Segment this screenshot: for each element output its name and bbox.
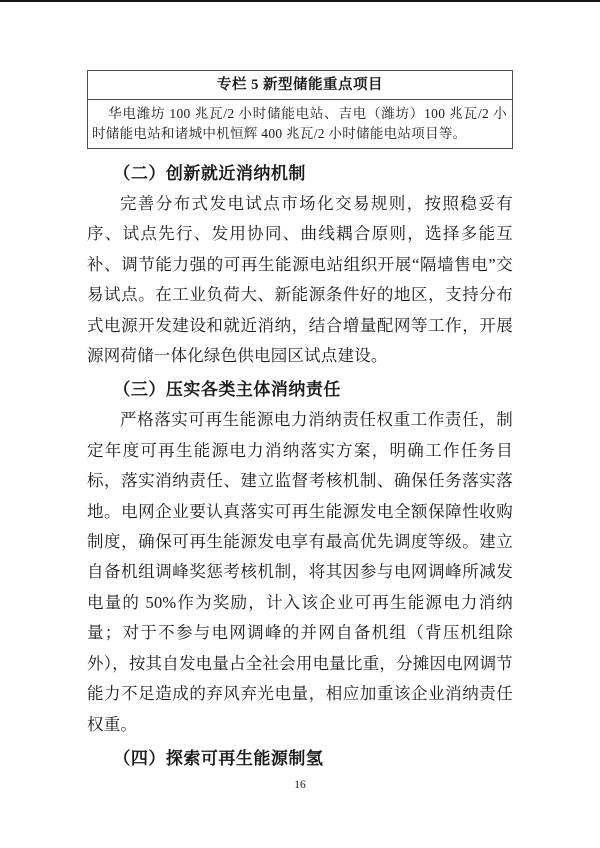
page-number: 16 xyxy=(294,779,306,791)
section-4 xyxy=(87,746,513,772)
highlight-box-energy-storage-projects xyxy=(87,70,513,149)
section-4-heading: （四）探索可再生能源制氢 xyxy=(113,748,324,768)
scan-top-edge xyxy=(0,0,600,2)
section-2-paragraph: 完善分布式发电试点市场化交易规则，按照稳妥有序、试点先行、发用协同、曲线耦合原则，选择多能互补、调节能力强的可再生能源电站组织开展“隔墙售电”交易试点。在工业负荷大、新能源条件好的地区，支持分布式电源开发建设和就近消纳，结合增量配网等工作，开展源网荷储一体化绿色供电园区试点建设。 xyxy=(87,194,513,366)
highlight-box-body: 华电潍坊 100 兆瓦/2 小时储能电站、吉电（潍坊）100 兆瓦/2 小时储能电站和诸城中机恒辉 400 兆瓦/2 小时储能电站项目等。 xyxy=(92,106,507,141)
section-2-heading: （二）创新就近消纳机制 xyxy=(113,164,306,183)
page-content xyxy=(87,70,513,774)
section-3-heading: （三）压实各类主体消纳责任 xyxy=(113,380,341,400)
highlight-box-title: 专栏 5 新型储能重点项目 xyxy=(88,71,512,100)
section-3-paragraph: 严格落实可再生能源电力消纳责任权重工作责任，制定年度可再生能源电力消纳落实方案，明确工作任务目标，落实消纳责任、建立监督考核机制、确保任务落实落地。电网企业要认真落实可再生能源发电全额保障性收购制度，确保可再生能源发电享有最高优先调度等级。建立自备机组调峰奖惩考核机制，将其因参与电网调峰所减发电量的 50%作为奖励，计入该企业可再生能源电力消纳量；对于不参与电网调峰的并网自备机组（背压机组除外），按其自发电量占全社会用电量比重，分摊因电网调节能力不足造成的弃风弃光电量，相应加重该企业消纳责任权重。 xyxy=(87,410,513,734)
section-2 xyxy=(87,161,513,371)
section-3 xyxy=(87,377,513,739)
